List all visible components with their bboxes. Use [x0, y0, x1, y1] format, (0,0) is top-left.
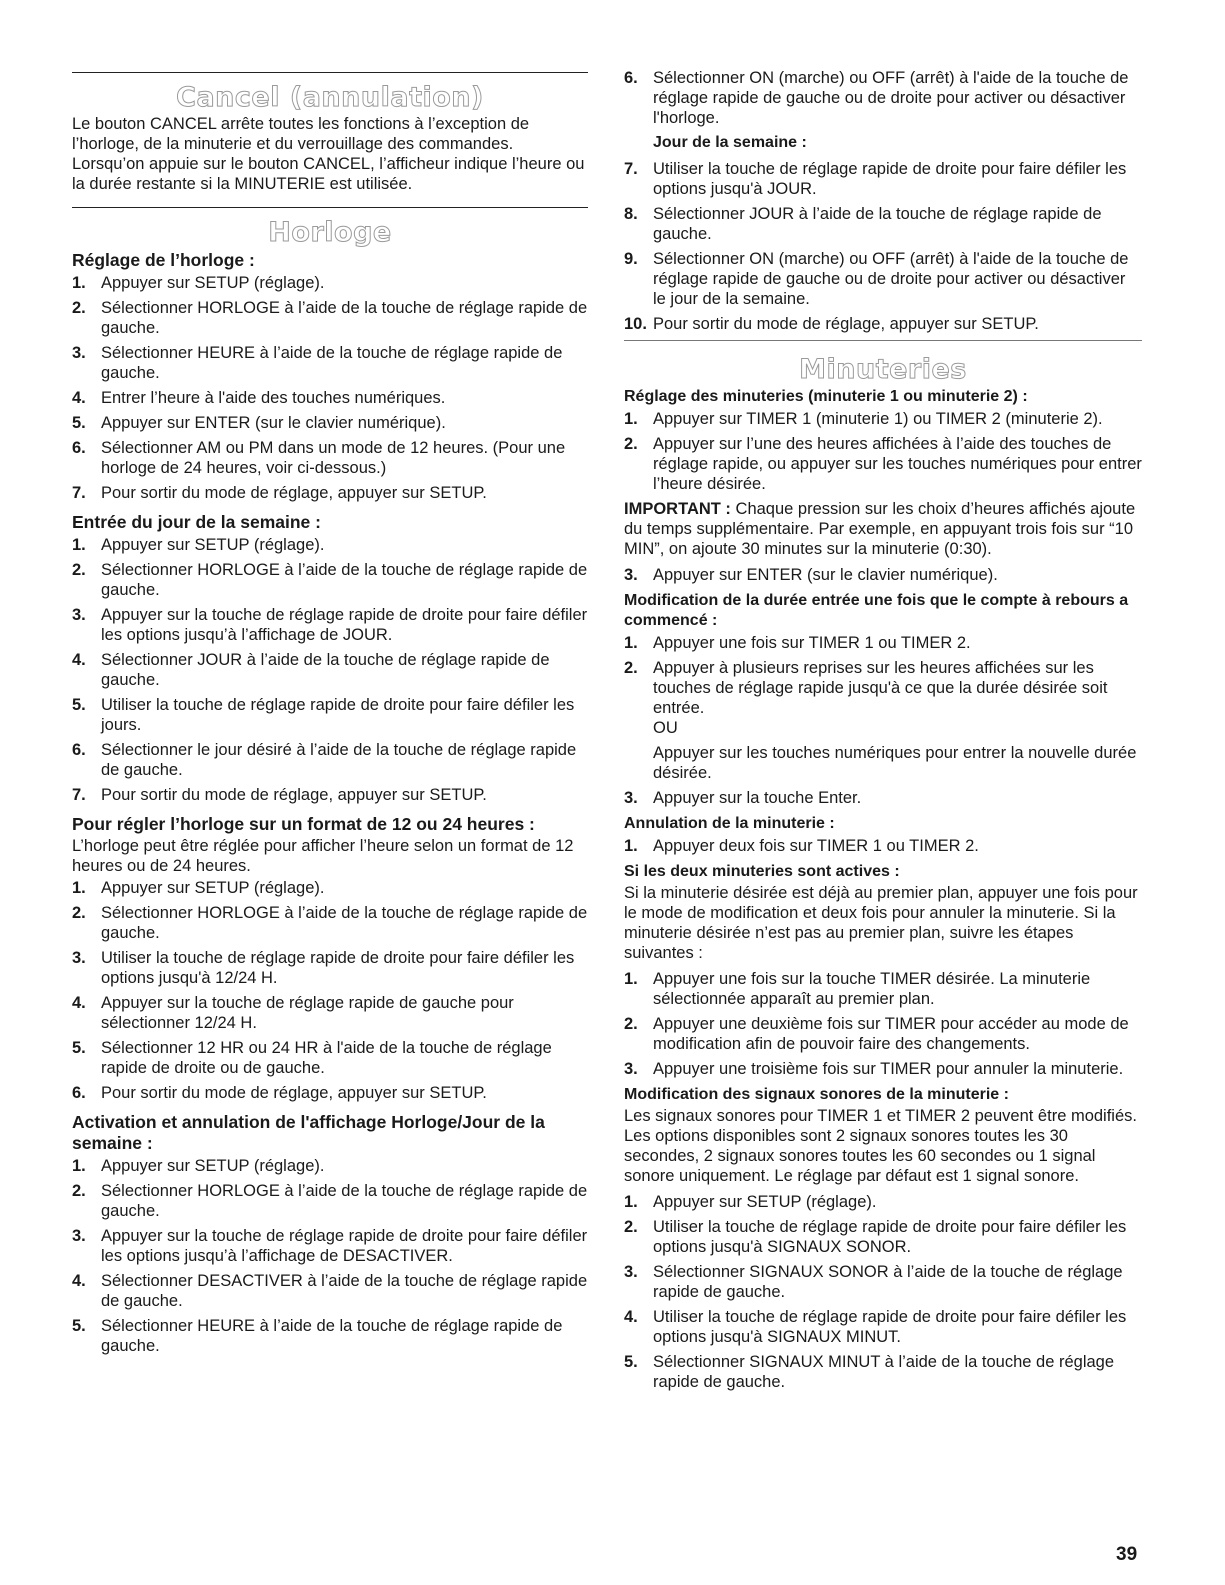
list-item [72, 993, 588, 1033]
list-item [624, 1014, 1142, 1054]
list-item [72, 650, 588, 690]
list-item [72, 1316, 588, 1356]
cancel-description: Le bouton CANCEL arrête toutes les fonctions à l’exception de l’horloge, de la minuterie et du verrouillage des commandes. Lorsqu’on appuie sur le bouton CANCEL, l’afficheur indique l’heure ou la durée restante si la MINUTERIE est utilisée. [72, 115, 585, 193]
list-item [624, 159, 1142, 199]
list-item [72, 273, 588, 293]
annulation-heading: Annulation de la minuterie : [624, 815, 835, 832]
list-item [624, 204, 1142, 244]
list-item [72, 605, 588, 645]
list-item [72, 535, 588, 555]
step-text: Appuyer sur SETUP (réglage). [101, 1157, 325, 1175]
step-text: Sélectionner HORLOGE à l’aide de la touche de réglage rapide de gauche. [101, 299, 588, 337]
format-heading: Pour régler l’horloge sur un format de 12 ou 24 heures : [72, 814, 535, 834]
step-text: Appuyer sur l’une des heures affichées à l’aide des touches de réglage rapide, ou appuyer sur les touches numériques pour entrer l’heure désirée. [653, 435, 1142, 493]
step-text: Sélectionner JOUR à l’aide de la touche de réglage rapide de gauche. [101, 651, 550, 689]
jour-semaine-steps [72, 535, 588, 805]
modification-heading: Modification de la durée entrée une fois que le compte à rebours a commencé : [624, 592, 1129, 629]
step-number: 3. [72, 606, 86, 624]
step-number: 6. [624, 69, 638, 87]
step-text: Appuyer sur ENTER (sur le clavier numérique). [101, 414, 446, 432]
reglage-minuteries-steps-b [624, 565, 1142, 585]
or-label: OU [653, 719, 678, 737]
step-text: Sélectionner HORLOGE à l’aide de la touche de réglage rapide de gauche. [101, 561, 588, 599]
step-text: Appuyer sur la touche de réglage rapide de droite pour faire défiler les options jusqu’à l’affichage de JOUR. [101, 606, 588, 644]
list-item [624, 314, 1142, 334]
important-label: IMPORTANT : [624, 500, 731, 518]
step-text: Appuyer une deuxième fois sur TIMER pour accéder au mode de modification afin de pouvoir faire des changements. [653, 1015, 1129, 1053]
step-number: 3. [72, 344, 86, 362]
signaux-heading: Modification des signaux sonores de la minuterie : [624, 1086, 1009, 1103]
step-number: 3. [72, 949, 86, 967]
list-item [72, 1083, 588, 1103]
minuteries-section-title: Minuteries [799, 354, 967, 385]
step-number: 1. [72, 1157, 86, 1175]
step-text: Appuyer sur la touche de réglage rapide de gauche pour sélectionner 12/24 H. [101, 994, 514, 1032]
list-item [72, 413, 588, 433]
step-text: Sélectionner DESACTIVER à l’aide de la touche de réglage rapide de gauche. [101, 1272, 588, 1310]
step-text: Sélectionner SIGNAUX MINUT à l’aide de la touche de réglage rapide de gauche. [653, 1353, 1115, 1391]
list-item [624, 1192, 1142, 1212]
list-item: 2. Appuyer à plusieurs reprises sur les heures affichées sur les touches de réglage rapide jusqu'à ce que la durée désirée soit entrée. OU Appuyer sur les touches numériques pour entrer la nouvelle durée désirée. [624, 658, 1142, 783]
list-item [72, 343, 588, 383]
list-item [624, 1217, 1142, 1257]
step-number: 8. [624, 205, 638, 223]
step-number: 3. [624, 1060, 638, 1078]
section-divider [72, 207, 588, 208]
step-number: 4. [624, 1308, 638, 1326]
step-number: 7. [624, 160, 638, 178]
step-number: 2. [624, 1015, 638, 1033]
left-column [72, 60, 588, 1361]
step-number: 6. [72, 439, 86, 457]
jour-semaine-heading: Entrée du jour de la semaine : [72, 512, 321, 532]
step-text: Appuyer sur SETUP (réglage). [101, 274, 325, 292]
list-item [72, 785, 588, 805]
step-text: Entrer l’heure à l'aide des touches numériques. [101, 389, 446, 407]
step-text: Appuyer sur ENTER (sur le clavier numérique). [653, 566, 998, 584]
step-number: 2. [72, 904, 86, 922]
list-item [624, 1352, 1142, 1392]
list-item [624, 836, 1142, 856]
jour-semaine-subheading: Jour de la semaine : [653, 134, 807, 151]
list-item [624, 1059, 1142, 1079]
step-text: Appuyer sur la touche de réglage rapide de droite pour faire défiler les options jusqu’à l’affichage de DESACTIVER. [101, 1227, 588, 1265]
list-item [72, 560, 588, 600]
signaux-steps [624, 1192, 1142, 1392]
step-number: 2. [72, 299, 86, 317]
step-text: Pour sortir du mode de réglage, appuyer sur SETUP. [101, 484, 487, 502]
list-item: 1. Appuyer une fois sur TIMER 1 ou TIMER 2. [624, 634, 971, 652]
step-number: 2. [72, 1182, 86, 1200]
step-number: 9. [624, 250, 638, 268]
step-text: Sélectionner SIGNAUX SONOR à l’aide de la touche de réglage rapide de gauche. [653, 1263, 1123, 1301]
step-text: Sélectionner HORLOGE à l’aide de la touche de réglage rapide de gauche. [101, 904, 588, 942]
list-item [72, 1156, 588, 1176]
list-item [72, 740, 588, 780]
format-intro: L’horloge peut être réglée pour afficher l’heure selon un format de 12 heures ou de 24 heures. [72, 837, 574, 875]
step-text: Pour sortir du mode de réglage, appuyer sur SETUP. [101, 1084, 487, 1102]
step-number: 4. [72, 1272, 86, 1290]
section-divider [624, 340, 1142, 341]
list-item [624, 1262, 1142, 1302]
activation-steps [72, 1156, 588, 1356]
step-number: 5. [624, 1353, 638, 1371]
step-number: 1. [72, 536, 86, 554]
reglage-horloge-heading: Réglage de l’horloge : [72, 250, 255, 270]
step-number: 2. [624, 1218, 638, 1236]
reglage-horloge-steps [72, 273, 588, 503]
step-text: Sélectionner JOUR à l’aide de la touche de réglage rapide de gauche. [653, 205, 1102, 243]
step-number: 1. [624, 410, 638, 428]
deux-actives-intro: Si la minuterie désirée est déjà au premier plan, appuyer une fois pour le mode de modification et deux fois pour annuler la minuterie. Si la minuterie désirée n’est pas au premier plan, suivre les étapes suivantes : [624, 884, 1138, 962]
step-text: Utiliser la touche de réglage rapide de droite pour faire défiler les options jusqu'à 12/24 H. [101, 949, 575, 987]
step-text: Sélectionner HORLOGE à l’aide de la touche de réglage rapide de gauche. [101, 1182, 588, 1220]
step-text: Utiliser la touche de réglage rapide de droite pour faire défiler les options jusqu'à JOUR. [653, 160, 1127, 198]
step-text: Sélectionner 12 HR ou 24 HR à l'aide de la touche de réglage rapide de droite ou de gauche. [101, 1039, 552, 1077]
step-text: Appuyer sur TIMER 1 (minuterie 1) ou TIMER 2 (minuterie 2). [653, 410, 1103, 428]
step-number: 1. [72, 274, 86, 292]
step-number: 2. [624, 435, 638, 453]
step-number: 4. [72, 651, 86, 669]
list-item [72, 483, 588, 503]
list-item [624, 409, 1142, 429]
step-text: Appuyer sur SETUP (réglage). [101, 536, 325, 554]
step-number: 5. [72, 696, 86, 714]
list-item [72, 878, 588, 898]
list-item [624, 434, 1142, 494]
step-number: 1. [624, 837, 638, 855]
jour-semaine-steps-right [624, 159, 1142, 334]
list-item [72, 1038, 588, 1078]
list-item [72, 695, 588, 735]
step-text: Sélectionner HEURE à l’aide de la touche de réglage rapide de gauche. [101, 344, 563, 382]
cancel-section-title: Cancel (annulation) [176, 82, 484, 113]
reglage-minuteries-heading: Réglage des minuteries (minuterie 1 ou minuterie 2) : [624, 388, 1028, 405]
step-text: Sélectionner AM ou PM dans un mode de 12 heures. (Pour une horloge de 24 heures, voir ci-dessous.) [101, 439, 566, 477]
step-number: 1. [624, 970, 638, 988]
list-item [72, 388, 588, 408]
list-item [624, 1307, 1142, 1347]
step-number: 6. [72, 1084, 86, 1102]
list-item [624, 249, 1142, 309]
step-text: Appuyer deux fois sur TIMER 1 ou TIMER 2. [653, 837, 979, 855]
step-number: 1. [624, 1193, 638, 1211]
step-number: 1. [72, 879, 86, 897]
activation-heading: Activation et annulation de l'affichage Horloge/Jour de la semaine : [72, 1112, 545, 1153]
list-item [72, 1226, 588, 1266]
deux-actives-heading: Si les deux minuteries sont actives : [624, 863, 900, 880]
list-item [72, 1271, 588, 1311]
step-number: 4. [72, 994, 86, 1012]
step-text: Pour sortir du mode de réglage, appuyer sur SETUP. [653, 315, 1039, 333]
right-column [624, 66, 1142, 1397]
list-item [624, 565, 1142, 585]
list-item [72, 438, 588, 478]
list-item [72, 903, 588, 943]
step-text: Utiliser la touche de réglage rapide de droite pour faire défiler les options jusqu'à SIGNAUX SONOR. [653, 1218, 1127, 1256]
horloge-section-title: Horloge [268, 217, 392, 248]
list-item [72, 1181, 588, 1221]
step-number: 5. [72, 1317, 86, 1335]
annulation-steps [624, 836, 1142, 856]
step-text: Sélectionner HEURE à l’aide de la touche de réglage rapide de gauche. [101, 1317, 563, 1355]
step-text: Appuyer sur SETUP (réglage). [101, 879, 325, 897]
step-text: Appuyer une troisième fois sur TIMER pour annuler la minuterie. [653, 1060, 1124, 1078]
deux-actives-steps [624, 969, 1142, 1079]
list-item [624, 68, 1142, 128]
step-text: Pour sortir du mode de réglage, appuyer sur SETUP. [101, 786, 487, 804]
step-number: 4. [72, 389, 86, 407]
activation-steps-continued [624, 68, 1142, 128]
step-number: 6. [72, 741, 86, 759]
format-steps [72, 878, 588, 1103]
step-text: Utiliser la touche de réglage rapide de droite pour faire défiler les options jusqu'à SIGNAUX MINUT. [653, 1308, 1127, 1346]
step-number: 5. [72, 1039, 86, 1057]
list-item [72, 298, 588, 338]
step-number: 2. [72, 561, 86, 579]
step-number: 3. [624, 566, 638, 584]
signaux-intro: Les signaux sonores pour TIMER 1 et TIMER 2 peuvent être modifiés. Les options disponibles sont 2 signaux sonores toutes les 30 secondes, 2 signaux sonores toutes les 60 secondes ou 1 signal sonore uniquement. Le réglage par défaut est 1 signal sonore. [624, 1107, 1137, 1185]
section-divider [72, 72, 588, 73]
list-item [624, 969, 1142, 1009]
step-number: 5. [72, 414, 86, 432]
modification-steps [624, 633, 1142, 808]
step-number: 10. [624, 315, 647, 333]
page-number: 39 [1116, 1544, 1138, 1565]
list-item [72, 948, 588, 988]
step-number: 7. [72, 786, 86, 804]
step-text: Appuyer une fois sur la touche TIMER désirée. La minuterie sélectionnée apparaît au premier plan. [653, 970, 1091, 1008]
step-text: Utiliser la touche de réglage rapide de droite pour faire défiler les jours. [101, 696, 575, 734]
step-text: Appuyer sur SETUP (réglage). [653, 1193, 877, 1211]
step-number: 3. [624, 1263, 638, 1281]
step-number: 3. [72, 1227, 86, 1245]
alternative-text: Appuyer sur les touches numériques pour entrer la nouvelle durée désirée. [653, 744, 1137, 782]
step-text: Sélectionner le jour désiré à l’aide de la touche de réglage rapide de gauche. [101, 741, 577, 779]
step-text: Sélectionner ON (marche) ou OFF (arrêt) à l'aide de la touche de réglage rapide de gauche ou de droite pour activer ou désactiver l'horloge. [653, 69, 1129, 127]
step-text: Sélectionner ON (marche) ou OFF (arrêt) à l'aide de la touche de réglage rapide de gauche ou de droite pour activer ou désactiver le jour de la semaine. [653, 250, 1129, 308]
important-note [624, 499, 1142, 559]
important-text: Chaque pression sur les choix d’heures affichés ajoute du temps supplémentaire. Par exemple, en appuyant trois fois sur “10 MIN”, on ajoute 30 minutes sur la minuterie (0:30). [624, 500, 1136, 558]
reglage-minuteries-steps [624, 409, 1142, 494]
step-number: 7. [72, 484, 86, 502]
list-item: 3. Appuyer sur la touche Enter. [624, 789, 862, 807]
